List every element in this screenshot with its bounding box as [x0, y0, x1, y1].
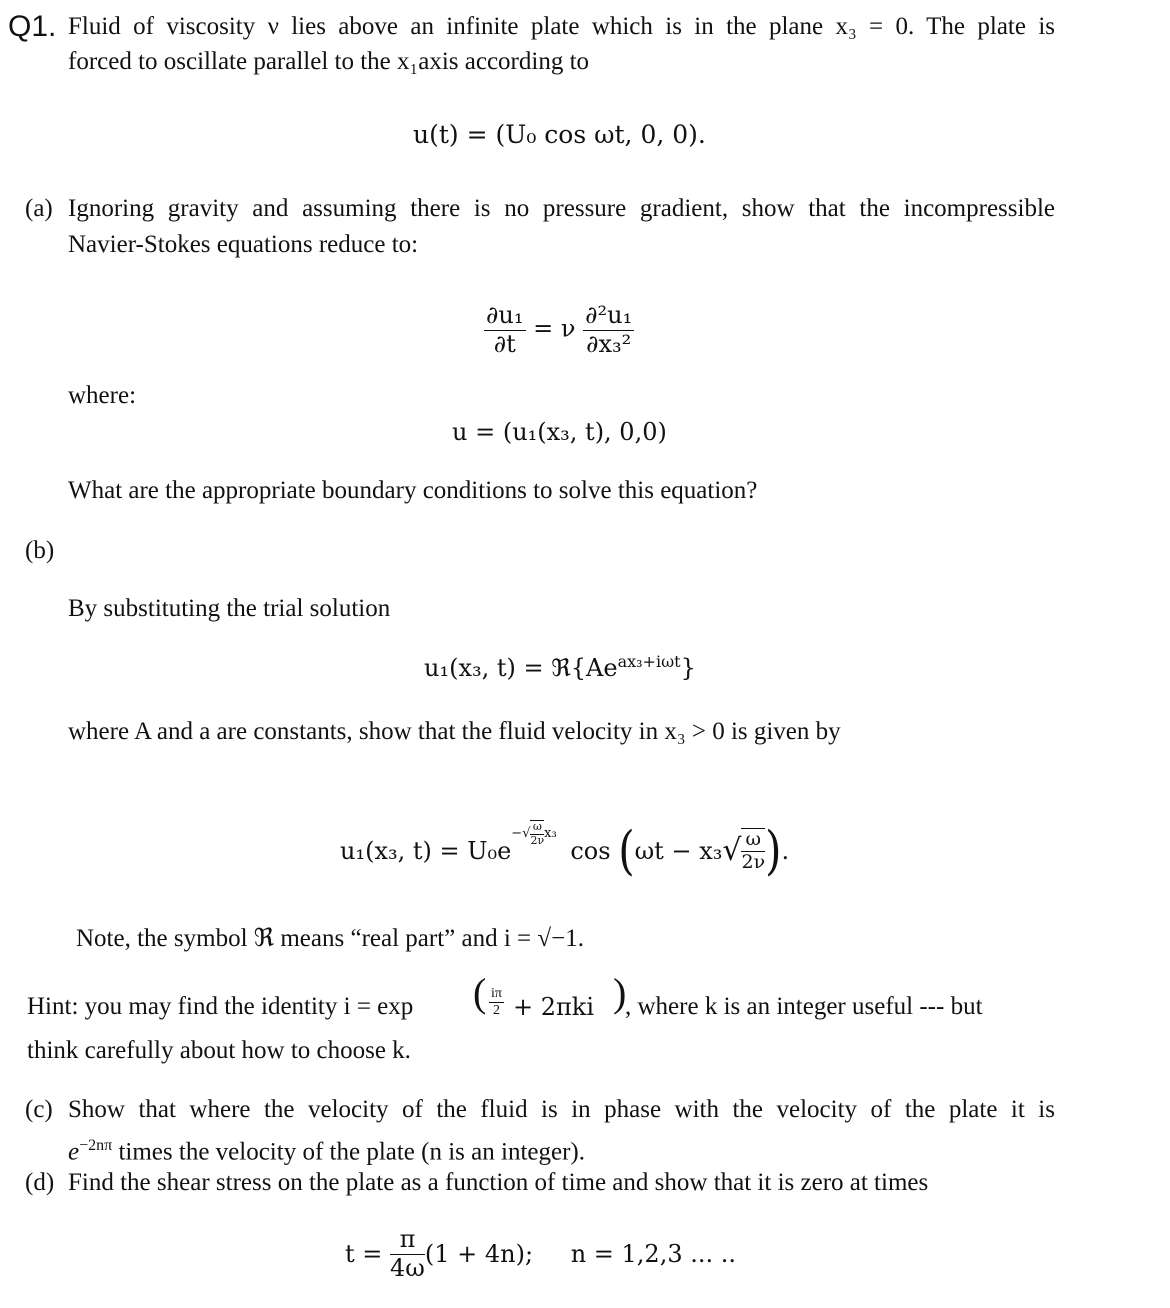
question-number: Q1. — [8, 10, 57, 43]
velocity-vector-equation: u = (u₁(x₃, t), 0,0) — [452, 418, 667, 446]
boundary-conditions-question: What are the appropriate boundary conditions to solve this equation? — [68, 477, 758, 504]
close-paren: ) — [765, 819, 782, 882]
eq-lhs-denominator: ∂t — [493, 329, 516, 358]
hint-close-paren: ) — [613, 970, 627, 1015]
solution-cos-argument: ωt − x₃ — [634, 836, 723, 865]
part-c-label: (c) — [25, 1096, 53, 1123]
eq-t-numerator: π — [390, 1226, 425, 1255]
hint-text-a: Hint: you may find the identity i = exp — [27, 993, 414, 1020]
sqrt-frac-num: ω — [741, 829, 765, 852]
sqrt-frac-den: 2ν — [741, 850, 766, 873]
part-c-base: e — [68, 1138, 80, 1166]
solution-lhs: u₁(x₃, t) = U₀e — [340, 836, 512, 865]
solution-cos: cos — [570, 836, 611, 865]
exp-frac-den: 2ν — [530, 833, 545, 847]
part-b-label: (b) — [25, 537, 55, 564]
part-c-line1: Show that where the velocity of the fluid is in phase with the velocity of the plate it is — [68, 1096, 1055, 1123]
q1-intro-line1: Fluid of viscosity ν lies above an infinite plate which is in the plane x₃ = 0. The plate is — [68, 13, 1055, 40]
hint-open-paren: ( — [473, 970, 487, 1015]
hint-fraction — [489, 986, 504, 1019]
eq-t: t = — [345, 1240, 383, 1269]
eq-lhs-numerator: ∂u₁ — [486, 301, 524, 329]
exp-var: x₃ — [544, 826, 557, 842]
part-d-label: (d) — [25, 1169, 55, 1196]
sqrt-symbol: √ — [722, 833, 742, 868]
velocity-solution-equation — [340, 819, 790, 886]
trial-solution-lhs: u₁(x₃, t) = ℜ{Ae — [424, 654, 618, 682]
eq-rhs-denominator: ∂x₃² — [586, 329, 632, 358]
hint-line1 — [27, 970, 1055, 1030]
eq-middle: = ν — [533, 314, 576, 343]
part-a-line2: Navier-Stokes equations reduce to: — [68, 231, 419, 258]
zero-shear-times-equation — [345, 1226, 736, 1282]
eq-t-rest: (1 + 4n); — [424, 1240, 534, 1269]
part-c-line2 — [68, 1131, 585, 1167]
part-c-rest: times the velocity of the plate (n is an integer). — [112, 1138, 585, 1166]
solution-period: . — [781, 836, 790, 865]
hint-frac-num: iπ — [489, 986, 504, 1003]
part-c-exponent: −2nπ — [79, 1137, 113, 1154]
trial-solution-equation — [424, 652, 696, 682]
eq-t-denominator: 4ω — [390, 1253, 425, 1282]
hint-text-c: , where k is an integer useful --- but — [625, 993, 983, 1020]
exp-sign: − — [511, 826, 523, 842]
where-label: where: — [68, 382, 137, 409]
hint-text-b: + 2πki — [513, 993, 594, 1021]
part-a-label: (a) — [25, 195, 53, 222]
solution-exponent: −√ $\frac{\omega}{2\nu}$ x₃ — [511, 820, 557, 847]
part-b-where-text: where A and a are constants, show that the fluid velocity in x₃ > 0 is given by — [68, 718, 841, 745]
part-d-line1: Find the shear stress on the plate as a function of time and show that it is zero at times — [68, 1169, 929, 1196]
hint-frac-den: 2 — [492, 1003, 500, 1019]
part-b-intro: By substituting the trial solution — [68, 595, 391, 622]
trial-solution-exponent: ax₃+iωt — [617, 652, 681, 671]
part-a-line1: Ignoring gravity and assuming there is no pressure gradient, show that the incompressible — [68, 195, 1055, 222]
trial-solution-close: } — [680, 654, 696, 682]
navier-stokes-reduced-equation — [484, 302, 634, 358]
hint-line2: think carefully about how to choose k. — [27, 1037, 411, 1064]
eq-n-values: n = 1,2,3 ... .. — [570, 1240, 736, 1269]
eq-rhs-numerator: ∂²u₁ — [585, 301, 633, 329]
q1-intro-line2: forced to oscillate parallel to the x₁axis according to — [68, 48, 590, 75]
plate-velocity-equation: u(t) = (U₀ cos ωt, 0, 0). — [413, 120, 706, 149]
open-paren: ( — [618, 819, 635, 882]
real-part-note: Note, the symbol ℜ means “real part” and i = √−1. — [76, 925, 584, 952]
exp-frac-num: ω — [530, 821, 544, 835]
